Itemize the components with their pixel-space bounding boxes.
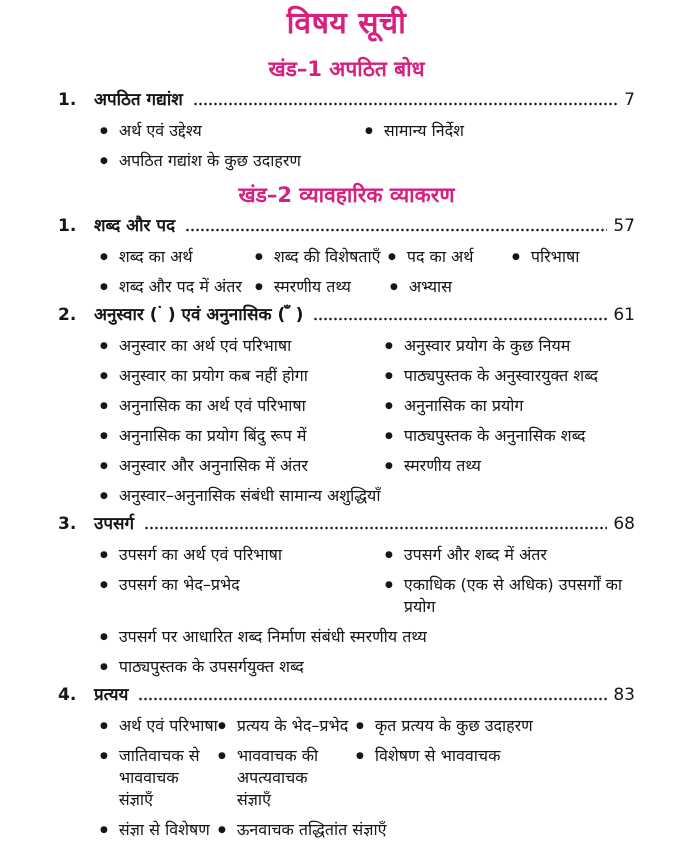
bullet-icon: ● bbox=[388, 252, 396, 262]
bullet-label: संज्ञा से विशेषण bbox=[118, 820, 210, 839]
page-title: विषय सूची bbox=[286, 6, 407, 41]
entry-title: शब्द और पद bbox=[94, 216, 176, 236]
bullet-icon: ● bbox=[385, 461, 393, 471]
bullet-item bbox=[385, 335, 635, 357]
bullet-item bbox=[100, 246, 255, 268]
bullet-row bbox=[58, 395, 635, 417]
bullet-item bbox=[385, 544, 635, 566]
entry-number: 1. bbox=[58, 90, 77, 110]
bullet-label: कृत प्रत्यय के कुछ उदाहरण bbox=[374, 716, 533, 735]
bullet-label: सामान्य निर्देश bbox=[383, 121, 465, 140]
bullet-label: शब्द और पद में अंतर bbox=[118, 277, 242, 296]
bullet-item bbox=[356, 745, 635, 767]
bullet-icon: ● bbox=[100, 580, 108, 590]
bullet-label: परिभाषा bbox=[530, 247, 580, 266]
bullet-label: जातिवाचक से भाववाचक संज्ञाएँ bbox=[118, 746, 200, 809]
entry-page-number: 83 bbox=[613, 685, 635, 705]
bullet-item bbox=[100, 425, 385, 447]
bullet-item bbox=[100, 745, 218, 811]
bullet-label: प्रत्यय के भेद–प्रभेद bbox=[236, 716, 349, 735]
bullet-row bbox=[58, 276, 635, 298]
bullet-row bbox=[58, 745, 635, 811]
bullet-item bbox=[385, 455, 635, 477]
bullet-icon: ● bbox=[385, 401, 393, 411]
bullet-row bbox=[58, 365, 635, 387]
entry-number: 3. bbox=[58, 514, 77, 534]
bullet-row bbox=[58, 715, 635, 737]
bullet-label: अनुनासिक का प्रयोग बिंदु रूप में bbox=[118, 426, 307, 445]
bullet-label: अनुस्वार–अनुनासिक संबंधी सामान्य अशुद्धियाँ bbox=[118, 486, 381, 505]
toc-entry bbox=[58, 683, 635, 707]
bullet-item bbox=[100, 485, 635, 507]
bullet-icon: ● bbox=[100, 156, 108, 166]
bullet-item bbox=[100, 574, 385, 596]
bullet-label: अनुस्वार प्रयोग के कुछ नियम bbox=[403, 336, 571, 355]
bullet-icon: ● bbox=[100, 550, 108, 560]
toc-entry bbox=[58, 512, 635, 536]
dotted-leader bbox=[185, 228, 607, 232]
bullet-item bbox=[100, 150, 635, 172]
bullet-label: पाठ्यपुस्तक के अनुस्वारयुक्त शब्द bbox=[403, 366, 599, 385]
bullet-row bbox=[58, 455, 635, 477]
dotted-leader bbox=[193, 102, 618, 106]
bullet-label: उपसर्ग पर आधारित शब्द निर्माण संबंधी स्मरणीय तथ्य bbox=[118, 627, 427, 646]
bullet-icon: ● bbox=[255, 282, 263, 292]
bullet-item bbox=[388, 246, 512, 268]
bullet-icon: ● bbox=[356, 751, 364, 761]
bullet-item bbox=[218, 745, 356, 811]
bullet-row bbox=[58, 626, 635, 648]
bullet-icon: ● bbox=[385, 431, 393, 441]
bullet-icon: ● bbox=[100, 401, 108, 411]
entry-page-number: 57 bbox=[613, 216, 635, 236]
bullet-label: भाववाचक की अपत्यवाचक संज्ञाएँ bbox=[236, 746, 319, 809]
bullet-label: उपसर्ग का अर्थ एवं परिभाषा bbox=[118, 545, 283, 564]
bullet-icon: ● bbox=[218, 825, 226, 835]
entry-page-number: 7 bbox=[624, 90, 635, 110]
bullet-item bbox=[218, 715, 356, 737]
entry-title: अपठित गद्यांश bbox=[94, 90, 183, 110]
bullet-label: अपठित गद्यांश के कुछ उदाहरण bbox=[118, 151, 301, 170]
bullet-icon: ● bbox=[365, 126, 373, 136]
bullet-item bbox=[218, 819, 635, 841]
bullet-icon: ● bbox=[100, 721, 108, 731]
entry-page-number: 61 bbox=[613, 305, 635, 325]
bullet-label: विशेषण से भाववाचक bbox=[374, 746, 501, 765]
bullet-item bbox=[100, 335, 385, 357]
bullet-label: शब्द की विशेषताएँ bbox=[273, 247, 381, 266]
dotted-leader bbox=[313, 317, 607, 321]
entry-number: 2. bbox=[58, 305, 77, 325]
bullet-label: अभ्यास bbox=[408, 277, 452, 296]
bullet-label: स्मरणीय तथ्य bbox=[273, 277, 351, 296]
bullet-item bbox=[100, 365, 385, 387]
bullet-icon: ● bbox=[385, 550, 393, 560]
bullet-row bbox=[58, 120, 635, 142]
bullet-icon: ● bbox=[100, 252, 108, 262]
toc-entry bbox=[58, 88, 635, 112]
bullet-icon: ● bbox=[100, 751, 108, 761]
bullet-item bbox=[255, 276, 390, 298]
bullet-row bbox=[58, 819, 635, 841]
bullet-item bbox=[385, 425, 635, 447]
bullet-icon: ● bbox=[100, 461, 108, 471]
bullet-icon: ● bbox=[100, 491, 108, 501]
bullet-icon: ● bbox=[100, 662, 108, 672]
dotted-leader bbox=[138, 697, 607, 701]
bullet-item bbox=[385, 365, 635, 387]
bullet-icon: ● bbox=[218, 721, 226, 731]
bullet-label: अनुनासिक का प्रयोग bbox=[403, 396, 524, 415]
bullet-item bbox=[100, 395, 385, 417]
bullet-label: स्मरणीय तथ्य bbox=[403, 456, 481, 475]
bullet-row bbox=[58, 656, 635, 678]
bullet-label: अनुनासिक का अर्थ एवं परिभाषा bbox=[118, 396, 306, 415]
bullet-item bbox=[385, 574, 635, 618]
bullet-item bbox=[100, 120, 365, 142]
bullet-icon: ● bbox=[356, 721, 364, 731]
bullet-icon: ● bbox=[100, 632, 108, 642]
bullet-row bbox=[58, 574, 635, 618]
bullet-icon: ● bbox=[385, 371, 393, 381]
entry-page-number: 68 bbox=[613, 514, 635, 534]
bullet-label: शब्द का अर्थ bbox=[118, 247, 193, 266]
bullet-item bbox=[100, 656, 635, 678]
bullet-item bbox=[100, 626, 635, 648]
bullet-item bbox=[100, 819, 218, 841]
bullet-icon: ● bbox=[100, 825, 108, 835]
bullet-label: अनुस्वार का अर्थ एवं परिभाषा bbox=[118, 336, 292, 355]
bullet-label: उपसर्ग और शब्द में अंतर bbox=[403, 545, 547, 564]
entry-number: 1. bbox=[58, 216, 77, 236]
section-heading: खंड–2 व्यावहारिक व्याकरण bbox=[238, 183, 455, 207]
bullet-icon: ● bbox=[100, 431, 108, 441]
bullet-label: पद का अर्थ bbox=[406, 247, 474, 266]
bullet-label: अर्थ एवं उद्देश्य bbox=[118, 121, 202, 140]
bullet-item bbox=[255, 246, 388, 268]
bullet-item bbox=[356, 715, 635, 737]
bullet-row bbox=[58, 246, 635, 268]
bullet-item bbox=[100, 544, 385, 566]
bullet-label: पाठ्यपुस्तक के अनुनासिक शब्द bbox=[403, 426, 586, 445]
bullet-icon: ● bbox=[100, 126, 108, 136]
entry-title: उपसर्ग bbox=[94, 514, 135, 534]
bullet-icon: ● bbox=[255, 252, 263, 262]
bullet-item bbox=[100, 715, 218, 737]
bullet-item bbox=[512, 246, 635, 268]
bullet-icon: ● bbox=[100, 341, 108, 351]
bullet-icon: ● bbox=[100, 282, 108, 292]
bullet-label: अनुस्वार और अनुनासिक में अंतर bbox=[118, 456, 308, 475]
bullet-item bbox=[100, 276, 255, 298]
bullet-item bbox=[365, 120, 635, 142]
bullet-icon: ● bbox=[100, 371, 108, 381]
bullet-item bbox=[385, 395, 635, 417]
bullet-row bbox=[58, 150, 635, 172]
bullet-row bbox=[58, 485, 635, 507]
bullet-label: ऊनवाचक तद्धितांत संज्ञाएँ bbox=[236, 820, 387, 839]
entry-number: 4. bbox=[58, 685, 77, 705]
bullet-row bbox=[58, 544, 635, 566]
bullet-item bbox=[390, 276, 635, 298]
bullet-icon: ● bbox=[390, 282, 398, 292]
bullet-item bbox=[100, 455, 385, 477]
bullet-icon: ● bbox=[385, 580, 393, 590]
toc-body bbox=[58, 55, 635, 841]
toc-entry bbox=[58, 303, 635, 327]
toc-entry bbox=[58, 214, 635, 238]
bullet-row bbox=[58, 335, 635, 357]
entry-title: प्रत्यय bbox=[94, 685, 129, 705]
bullet-label: अर्थ एवं परिभाषा bbox=[118, 716, 218, 735]
bullet-icon: ● bbox=[218, 751, 226, 761]
section-heading: खंड–1 अपठित बोध bbox=[268, 57, 425, 81]
bullet-label: उपसर्ग का भेद–प्रभेद bbox=[118, 575, 240, 594]
bullet-label: एकाधिक (एक से अधिक) उपसर्गों का प्रयोग bbox=[403, 575, 623, 616]
entry-title: अनुस्वार ( ं ) एवं अनुनासिक ( ँ ) bbox=[94, 305, 304, 325]
dotted-leader bbox=[144, 526, 607, 530]
bullet-label: अनुस्वार का प्रयोग कब नहीं होगा bbox=[118, 366, 308, 385]
bullet-label: पाठ्यपुस्तक के उपसर्गयुक्त शब्द bbox=[118, 657, 304, 676]
bullet-icon: ● bbox=[385, 341, 393, 351]
bullet-icon: ● bbox=[512, 252, 520, 262]
bullet-row bbox=[58, 425, 635, 447]
